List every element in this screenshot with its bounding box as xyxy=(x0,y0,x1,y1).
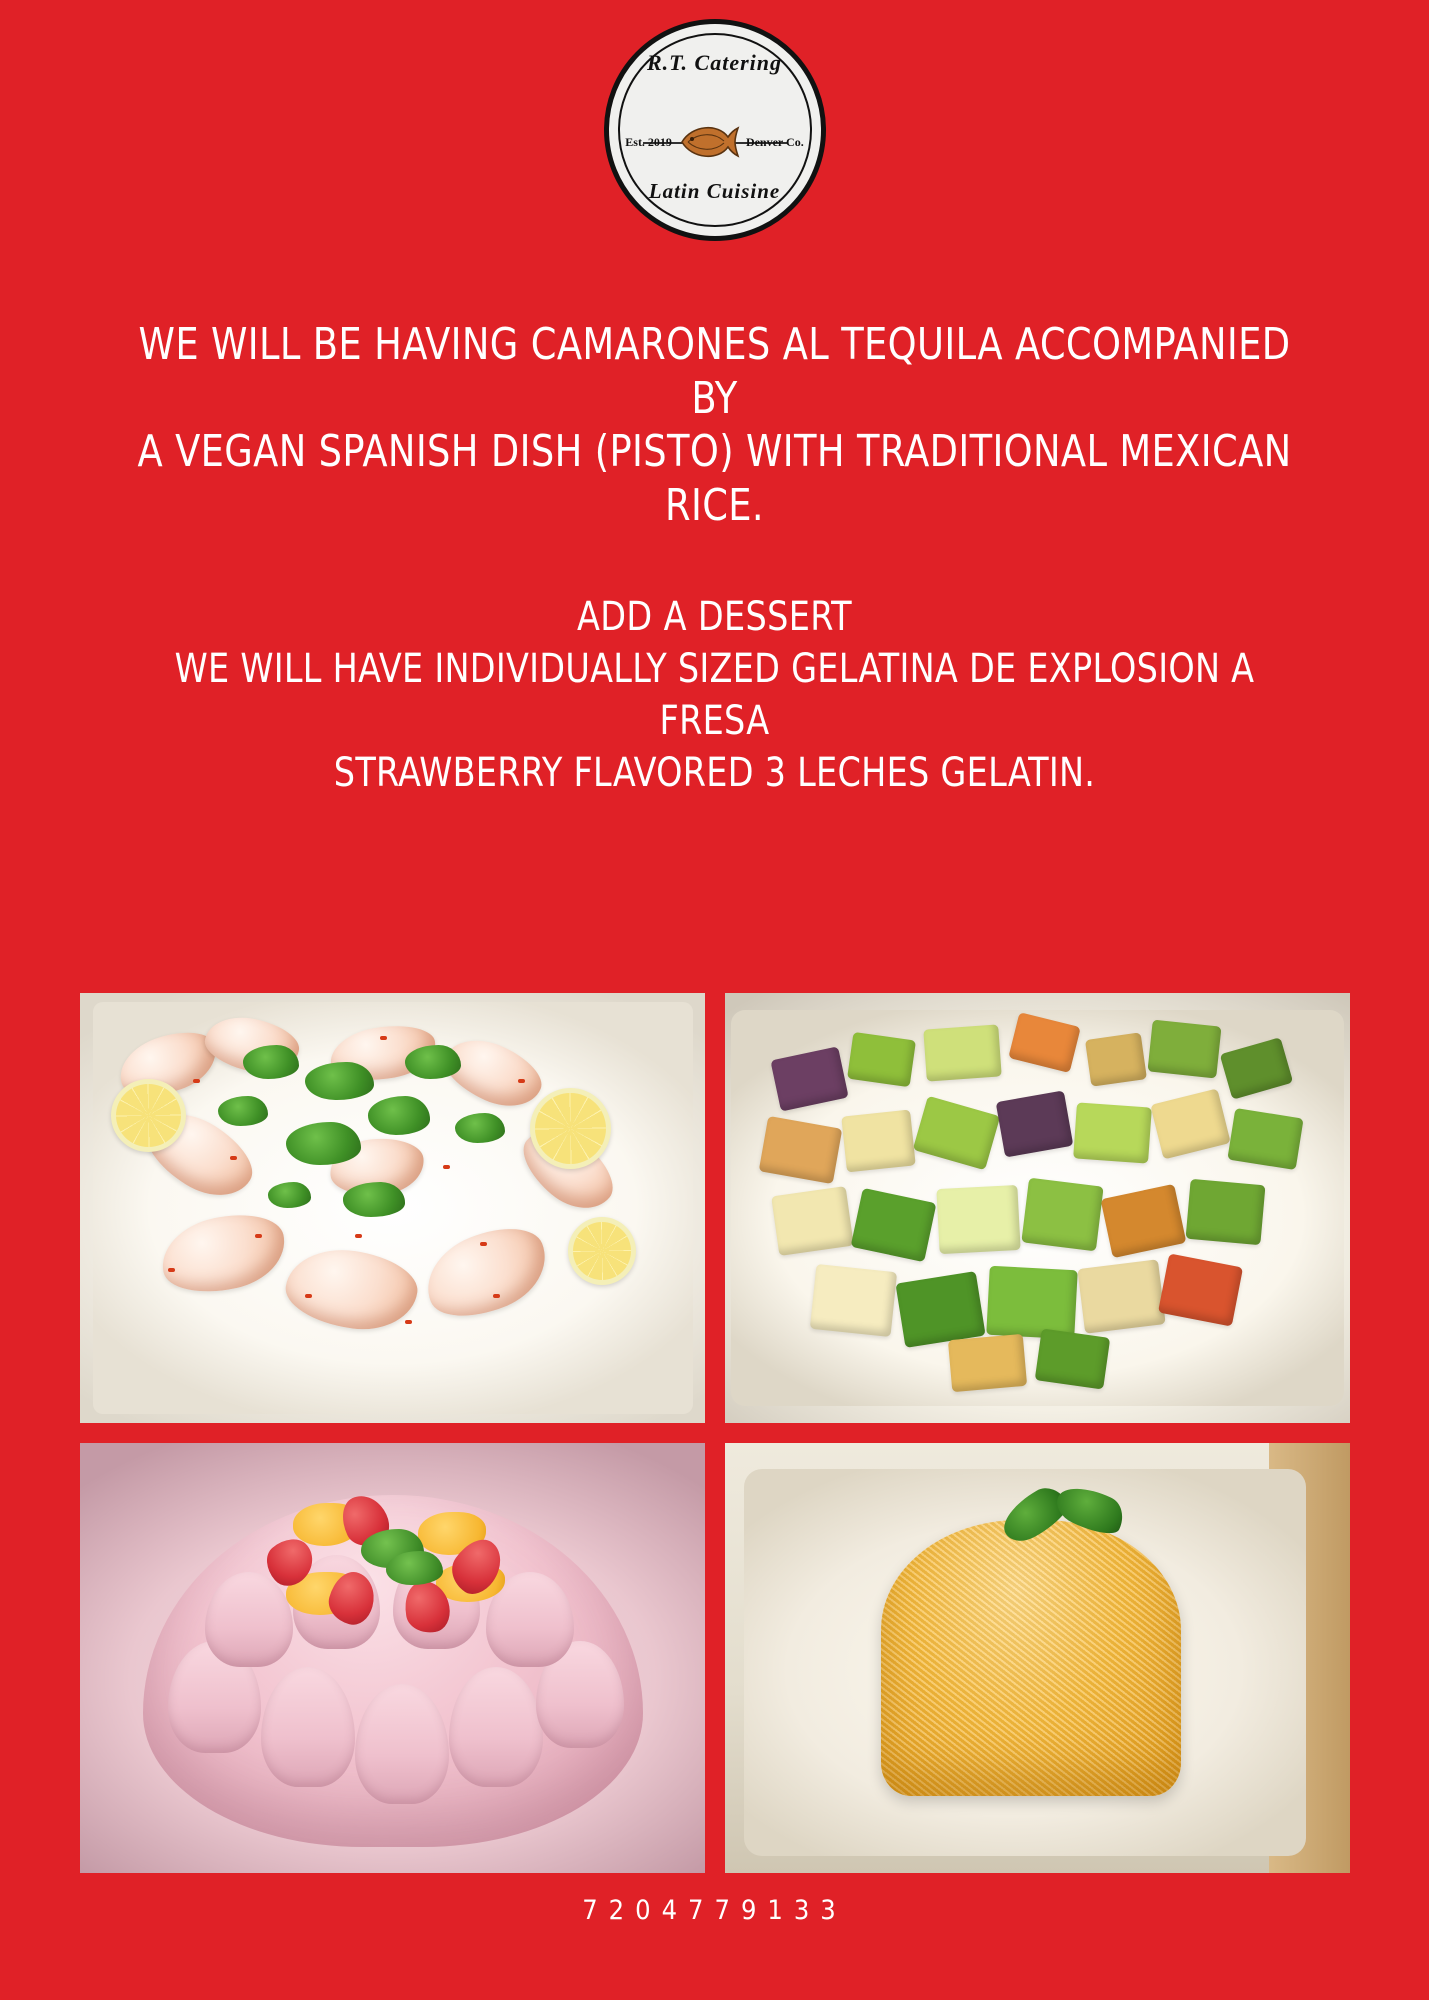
logo-tagline: Latin Cuisine xyxy=(648,179,781,203)
dessert-line-2: STRAWBERRY FLAVORED 3 LECHES GELATIN. xyxy=(333,749,1096,796)
logo-city: Denver Co. xyxy=(745,134,804,149)
photo-grid xyxy=(80,993,1350,1873)
photo-camarones-al-tequila xyxy=(80,993,705,1423)
headline-line-3: RICE. xyxy=(665,480,764,532)
rice-mound xyxy=(881,1520,1181,1795)
dessert-heading: ADD A DESSERT xyxy=(577,593,852,640)
headline-line-1: WE WILL BE HAVING CAMARONES AL TEQUILA ACCOMPANIED BY xyxy=(138,319,1291,424)
photo-gelatina-de-explosion-a-fresa xyxy=(80,1443,705,1873)
fish-icon xyxy=(678,119,740,165)
photo-pisto-vegan-spanish-dish xyxy=(725,993,1350,1423)
dessert-line-1: WE WILL HAVE INDIVIDUALLY SIZED GELATINA DE EXPLOSION A FRESA xyxy=(174,645,1255,744)
logo-circle xyxy=(604,19,826,241)
photo-mexican-rice xyxy=(725,1443,1350,1873)
copy-spacer xyxy=(70,533,1359,591)
contact-phone[interactable]: 7204779133 xyxy=(582,1895,847,1926)
logo-established: Est. 2019 xyxy=(625,134,672,149)
headline-line-2: A VEGAN SPANISH DISH (PISTO) WITH TRADITIONAL MEXICAN xyxy=(137,426,1292,478)
logo xyxy=(599,14,831,246)
flyer-copy xyxy=(70,318,1359,799)
logo-middle-row xyxy=(609,119,821,165)
logo-brand-name: R.T. Catering xyxy=(646,50,783,75)
